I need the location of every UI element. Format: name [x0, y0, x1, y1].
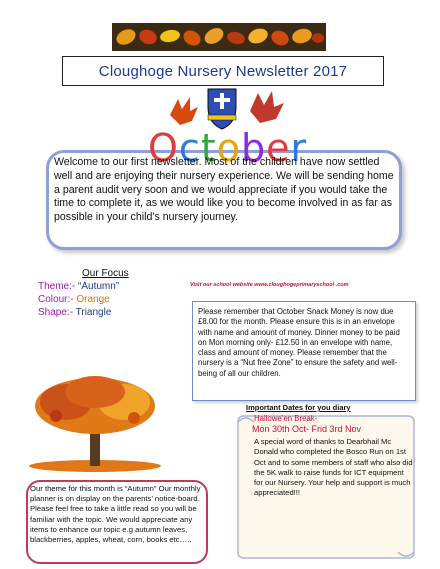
- page-title: Cloughoge Nursery Newsletter 2017: [98, 62, 348, 80]
- october-letter: O: [148, 126, 179, 170]
- autumn-leaf-banner: [112, 18, 326, 56]
- crest-shield-icon: [208, 89, 236, 129]
- focus-row-theme: [38, 281, 119, 292]
- focus-label: Colour:-: [38, 294, 74, 305]
- school-website-link[interactable]: Visit our school website www.cloughogeprimaryschool .com: [190, 282, 349, 288]
- focus-label: Theme:-: [38, 281, 76, 292]
- october-letter: r: [290, 126, 308, 170]
- newsletter-title-box: [62, 56, 384, 86]
- thanks-text: A special word of thanks to Dearbhail Mc Donald who completed the Bosco Run on 1st Oct and to some members of staff who also did the 5K walk to raise funds for ICT equipment for our Nursery. Your help and support is much appreciated!!!: [254, 437, 413, 498]
- snack-money-text: Please remember that October Snack Money is now due £8.00 for the month. Please ensure this is in an envelope with name and amount of money. Dinner money to be paid on Mon morning only- £12.50 in an envelope with name, class and amount of money. Please remember that the nursery is a “Nut free Zone” to ensure the safety and well-being of all our children.: [198, 307, 400, 378]
- focus-label: Shape:-: [38, 307, 74, 318]
- maple-leaf-right-icon: [250, 91, 284, 123]
- focus-row-colour: [38, 294, 110, 305]
- focus-heading: Our Focus: [82, 268, 129, 279]
- october-letter: c: [178, 126, 201, 170]
- halloween-break-dates: Mon 30th Oct- Frid 3rd Nov: [252, 424, 362, 434]
- welcome-text: Welcome to our first newsletter. Most of the children have now settled well and are enjoying their nursery experience. We will be sending home a parent audit very soon and we would appreciate if you would take the time to complete it, as we would like you to become involved in as far as possible in your child’s nursery journey.: [54, 156, 394, 224]
- focus-value: “Autumn”: [78, 281, 120, 292]
- theme-text: Our theme for this month is “Autumn” Our monthly planner is on display on the parents’ notice-board. Please feel free to take a little read so you will be familiar with the topic. We would appreciate any items to enhance our topic e.g autumn leaves, blackberries, apples, wheat, corn, books etc…..: [30, 484, 201, 545]
- focus-row-shape: [38, 307, 111, 318]
- maple-leaf-left-icon: [170, 97, 198, 125]
- october-letter: o: [216, 126, 241, 170]
- halloween-break-label: Hallowe’en Break-: [254, 414, 318, 423]
- autumn-tree-illustration: [26, 372, 164, 472]
- october-letter: t: [200, 126, 217, 170]
- focus-value: Orange: [76, 294, 110, 305]
- important-dates-heading: Important Dates for you diary: [246, 403, 351, 412]
- focus-value: Triangle: [75, 307, 112, 318]
- october-letter: e: [266, 126, 291, 170]
- october-letter: b: [240, 126, 267, 170]
